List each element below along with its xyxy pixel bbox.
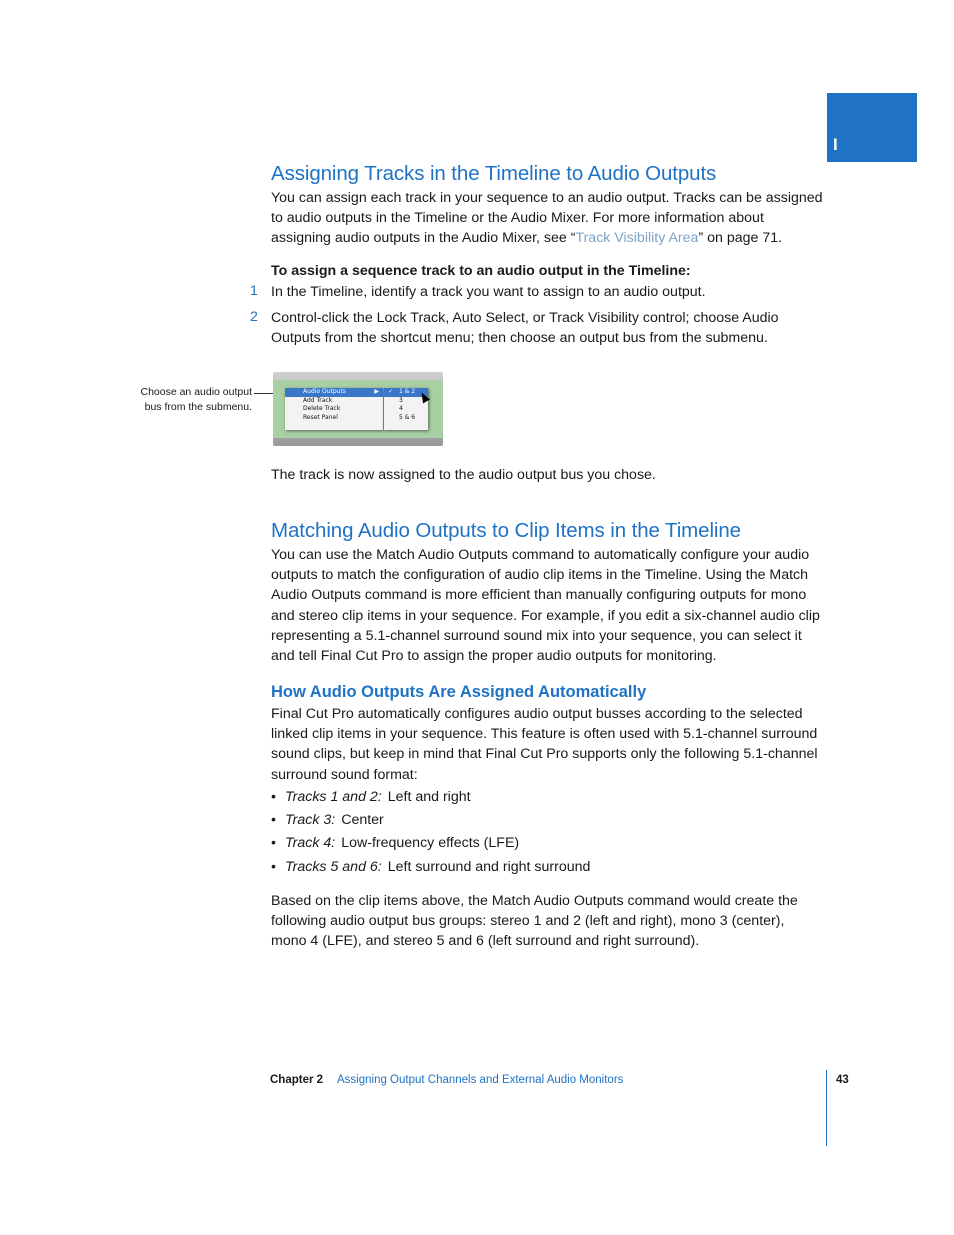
para-line: and tell Final Cut Pro to assign the proper audio outputs for monitoring.: [271, 648, 717, 665]
list-item: [271, 812, 384, 828]
chapter-tab: [827, 93, 917, 162]
list-item: [271, 835, 519, 851]
bullet-term: Tracks 5 and 6:: [285, 859, 382, 875]
bullet-icon: •: [271, 859, 276, 875]
figure-caption: [120, 385, 252, 415]
intro-line-3-post: ” on page 71.: [698, 230, 783, 247]
intro-line-3-pre: assigning audio outputs in the Audio Mixer, see “: [271, 230, 576, 247]
shortcut-menu: [285, 388, 383, 430]
step-number: 2: [250, 309, 258, 325]
bullet-term: Tracks 1 and 2:: [285, 789, 382, 805]
footer-divider: [826, 1070, 827, 1146]
list-item: [271, 789, 471, 805]
footer-chapter-label: Chapter 2: [270, 1074, 324, 1086]
submenu-item-5-6[interactable]: 5 & 6: [399, 413, 416, 421]
para-line: mono 4 (LFE), and stereo 5 and 6 (left surround and right surround).: [271, 933, 700, 950]
menu-item-add-track[interactable]: Add Track: [303, 396, 333, 404]
shortcut-menu-screenshot: [273, 372, 443, 446]
bullet-icon: •: [271, 812, 276, 828]
submenu-item-4[interactable]: 4: [399, 405, 403, 413]
submenu-item-1-2[interactable]: ✓ 1 & 2: [384, 388, 428, 397]
para-line: Final Cut Pro automatically configures audio output busses according to the selected: [271, 706, 803, 722]
para-line: and stereo clip items in your sequence. For example, if you edit a six-channel audio clip: [271, 607, 820, 624]
track-visibility-link[interactable]: Track Visibility Area: [575, 230, 699, 247]
section1-intro: [271, 188, 827, 249]
para-line: following audio output bus groups: stereo 1 and 2 (left and right), mono 3 (center),: [271, 913, 785, 930]
step-text: In the Timeline, identify a track you want to assign to an audio output.: [271, 284, 706, 300]
submenu-item-3[interactable]: 3: [399, 396, 403, 404]
section-heading-assigning-tracks: Assigning Tracks in the Timeline to Audio Outputs: [271, 162, 717, 185]
bullet-desc: Left surround and right surround: [387, 859, 591, 875]
para-line: You can use the Match Audio Outputs command to automatically configure your audio: [271, 547, 810, 563]
list-item: [271, 859, 590, 875]
intro-line-1: You can assign each track in your sequence to an audio output. Tracks can be assigned: [271, 190, 823, 206]
para-line: linked clip items in your sequence. This feature is often used with 5.1-channel surround: [271, 726, 818, 743]
section-heading-matching-audio-outputs: Matching Audio Outputs to Clip Items in the Timeline: [271, 519, 741, 542]
para-line: Audio Outputs command is more efficient than manually configuring outputs for mono: [271, 587, 807, 604]
para-line: representing a 5.1-channel surround sound mix into your sequence, you can select it: [271, 627, 802, 644]
intro-line-2: to audio outputs in the Timeline or the Audio Mixer. For more information about: [271, 210, 764, 227]
checkmark-icon: ✓: [388, 388, 394, 395]
menu-item-delete-track[interactable]: Delete Track: [303, 405, 341, 413]
step-line: Outputs from the shortcut menu; then choose an output bus from the submenu.: [271, 330, 768, 347]
para-line: surround sound format:: [271, 766, 418, 783]
bullet-icon: •: [271, 835, 276, 851]
submenu-arrow-icon: ▶: [374, 388, 379, 395]
menu-item-reset-panel[interactable]: Reset Panel: [303, 413, 338, 421]
bullet-desc: Low-frequency effects (LFE): [341, 835, 520, 851]
section2-paragraph: [271, 545, 827, 666]
bullet-term: Track 3:: [285, 812, 336, 828]
bullet-desc: Center: [341, 812, 384, 828]
footer-chapter-title: Assigning Output Channels and External Audio Monitors: [337, 1074, 624, 1086]
step-result: The track is now assigned to the audio output bus you chose.: [271, 467, 656, 483]
caption-line: bus from the submenu.: [144, 401, 252, 413]
step-line: Control-click the Lock Track, Auto Select, or Track Visibility control; choose Audio: [271, 310, 779, 326]
para-line: sound clips, but keep in mind that Final Cut Pro supports only the following 5.1-channel: [271, 746, 818, 763]
bullet-term: Track 4:: [285, 835, 336, 851]
menu-item-audio-outputs[interactable]: Audio Outputs ▶: [285, 388, 383, 397]
subsection-heading-how-assigned: How Audio Outputs Are Assigned Automatically: [271, 683, 647, 701]
section3-paragraph: [271, 704, 827, 785]
step-number: 1: [250, 283, 258, 299]
para-line: Based on the clip items above, the Match Audio Outputs command would create the: [271, 893, 798, 909]
task-title: To assign a sequence track to an audio output in the Timeline:: [271, 263, 691, 279]
para-line: outputs to match the configuration of audio clip items in the Timeline. Using the Match: [271, 567, 809, 584]
page-number: 43: [836, 1074, 849, 1086]
bullet-desc: Left and right: [387, 789, 471, 805]
caption-line: Choose an audio output: [140, 386, 252, 398]
bullet-icon: •: [271, 789, 276, 805]
chapter-tab-letter: I: [833, 135, 838, 154]
closing-paragraph: [271, 891, 827, 952]
step-text: [271, 308, 827, 348]
